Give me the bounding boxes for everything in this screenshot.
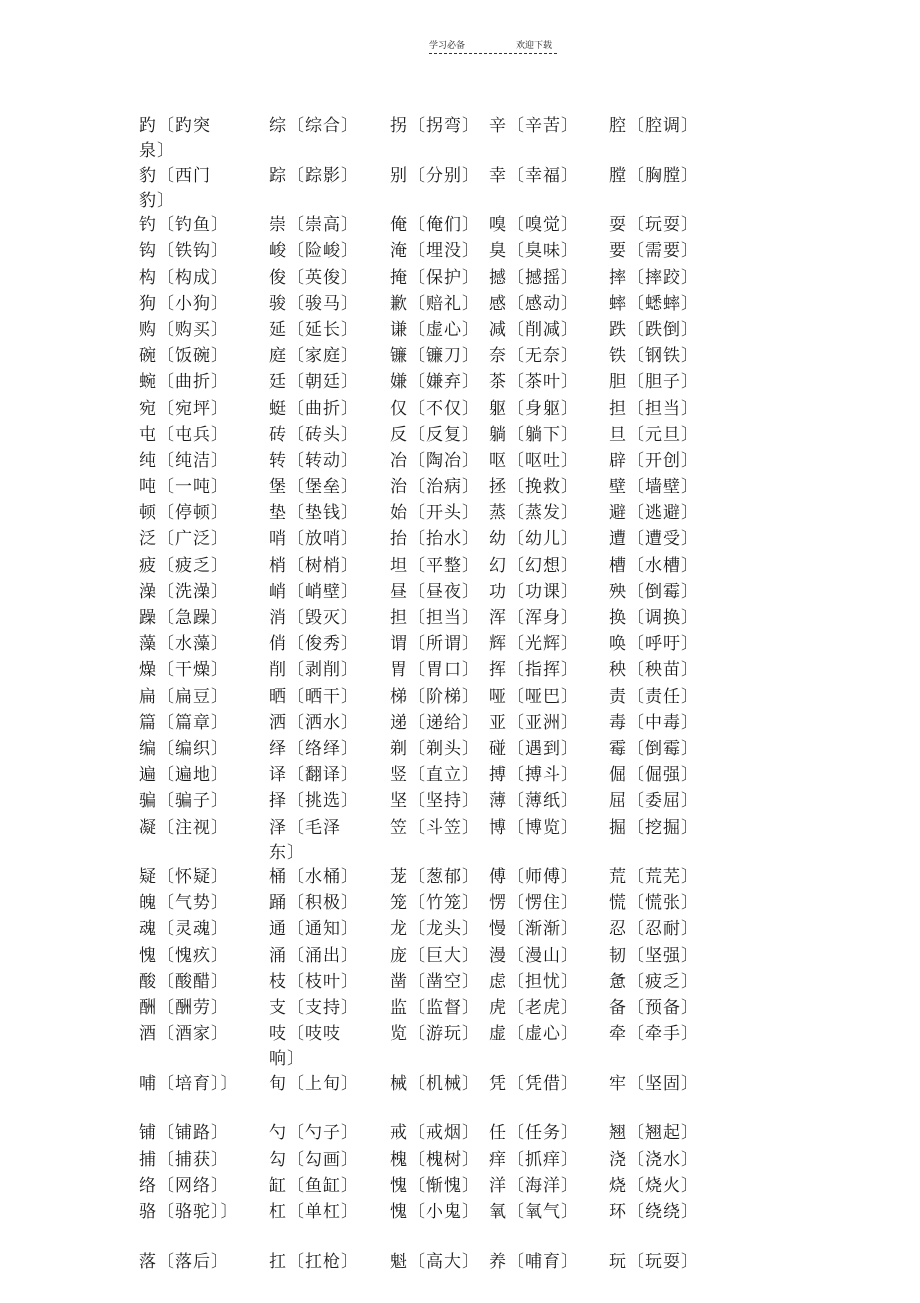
word-entry: 始〔开头〕 [390,503,480,524]
word-entry: 嫌〔嫌弃〕 [390,372,480,393]
word-entry: 玩〔玩耍〕 [609,1251,699,1272]
word-entry: 韧〔坚强〕 [609,945,699,966]
word-entry: 俏〔俊秀〕 [269,634,359,655]
word-entry: 魄〔气势〕 [139,893,229,914]
table-row [0,944,920,970]
word-entry: 臭〔臭味〕 [489,241,579,262]
word-entry: 抬〔抬水〕 [390,529,480,550]
table-row [0,1121,920,1147]
table-row [0,501,920,527]
word-entry: 撼〔撼摇〕 [489,267,579,288]
word-entry: 亚〔亚洲〕 [489,712,579,733]
table-row [0,292,920,318]
word-entry: 构〔构成〕 [139,267,229,288]
word-entry: 捕〔捕获〕 [139,1149,229,1170]
word-entry: 哑〔哑巴〕 [489,686,579,707]
word-entry: 唤〔呼吁〕 [609,634,699,655]
word-entry: 旦〔元旦〕 [609,424,699,445]
word-entry: 跌〔跌倒〕 [609,319,699,340]
word-entry: 澡〔洗澡〕 [139,581,229,602]
word-entry: 躺〔躺下〕 [489,424,579,445]
table-row [0,816,920,865]
word-entry: 哨〔放哨〕 [269,529,359,550]
word-entry: 凭〔凭借〕 [489,1073,579,1094]
word-entry: 备〔预备〕 [609,998,699,1019]
word-entry: 骆〔骆驼〕〕 [139,1201,239,1222]
word-entry: 减〔削减〕 [489,319,579,340]
table-row [0,737,920,763]
word-entry: 踊〔积极〕 [269,893,359,914]
word-entry: 虑〔担忧〕 [489,971,579,992]
word-entry: 泽〔毛泽东〕 [269,817,341,863]
word-entry: 任〔任务〕 [489,1123,579,1144]
word-entry: 铺〔铺路〕 [139,1123,229,1144]
word-entry: 豹〔西门豹〕 [139,165,211,211]
table-row [0,658,920,684]
word-entry: 嗅〔嗅觉〕 [489,215,579,236]
word-entry: 择〔挑选〕 [269,791,359,812]
table-row [0,318,920,344]
word-entry: 疑〔怀疑〕 [139,867,229,888]
word-entry: 虚〔虚心〕 [489,1024,579,1045]
word-entry: 吱〔吱吱响〕 [269,1024,341,1070]
table-row [0,1148,920,1174]
word-entry: 凝〔注视〕 [139,817,229,838]
table-row [0,397,920,423]
word-entry: 魂〔灵魂〕 [139,919,229,940]
word-entry: 躯〔身躯〕 [489,398,579,419]
word-entry: 趵〔趵突泉〕 [139,116,211,161]
word-entry: 秧〔秧苗〕 [609,660,699,681]
word-entry: 牵〔牵手〕 [609,1024,699,1045]
word-entry: 笼〔竹笼〕 [390,893,480,914]
word-entry: 峭〔峭壁〕 [269,581,359,602]
word-entry: 洋〔海洋〕 [489,1175,579,1196]
word-entry: 愧〔愧疚〕 [139,945,229,966]
word-entry: 担〔担当〕 [390,608,480,628]
word-entry: 龙〔龙头〕 [390,919,480,940]
word-entry: 旬〔上旬〕 [269,1073,359,1094]
word-entry: 篇〔篇章〕 [139,712,229,733]
word-entry: 慢〔渐渐〕 [489,919,579,940]
word-entry: 烧〔烧火〕 [609,1175,699,1196]
word-entry: 剃〔剃头〕 [390,738,480,759]
word-entry: 戒〔戒烟〕 [390,1123,480,1144]
word-entry: 环〔绕绕〕 [609,1201,699,1222]
table-row [0,1174,920,1200]
word-entry: 拐〔拐弯〕 [390,116,480,136]
word-entry: 哺〔培育〕〕 [139,1073,239,1094]
word-entry: 挥〔指挥〕 [489,660,579,681]
word-entry: 拯〔挽救〕 [489,477,579,498]
word-entry: 扛〔扛枪〕 [269,1251,359,1272]
word-entry: 酒〔酒家〕 [139,1024,229,1045]
word-entry: 薄〔薄纸〕 [489,791,579,812]
word-entry: 氧〔氧气〕 [489,1201,579,1222]
word-entry: 杠〔单杠〕 [269,1201,359,1222]
word-entry: 谓〔所谓〕 [390,634,480,655]
table-row [0,917,920,943]
word-entry: 要〔需要〕 [609,241,699,262]
word-entry: 奈〔无奈〕 [489,346,579,367]
word-entry: 牢〔坚固〕 [609,1073,699,1094]
word-entry: 昼〔昼夜〕 [390,581,480,602]
word-entry: 宛〔宛坪〕 [139,398,229,419]
word-entry: 览〔游玩〕 [390,1024,480,1045]
word-entry: 愣〔愣住〕 [489,893,579,914]
word-entry: 延〔延长〕 [269,319,359,340]
word-entry: 茶〔茶叶〕 [489,372,579,393]
word-entry: 霉〔倒霉〕 [609,738,699,759]
word-entry: 幸〔幸福〕 [489,165,579,186]
table-row [0,1072,920,1121]
word-entry: 狗〔小狗〕 [139,293,229,314]
word-entry: 械〔机械〕 [390,1073,480,1094]
word-entry: 反〔反复〕 [390,424,480,445]
vocabulary-table [0,114,920,1276]
word-entry: 扁〔扁豆〕 [139,686,229,707]
word-entry: 掘〔挖掘〕 [609,817,699,838]
word-entry: 槽〔水槽〕 [609,555,699,576]
word-entry: 竖〔直立〕 [390,765,480,786]
word-entry: 荒〔荒芜〕 [609,867,699,888]
word-entry: 转〔转动〕 [269,450,359,471]
word-entry: 慌〔慌张〕 [609,893,699,914]
word-entry: 坦〔平整〕 [390,555,480,576]
word-entry: 幼〔幼儿〕 [489,529,579,550]
word-entry: 译〔翻译〕 [269,765,359,786]
word-entry: 胃〔胃口〕 [390,660,480,681]
word-entry: 冶〔陶冶〕 [390,450,480,471]
word-entry: 摔〔摔跤〕 [609,267,699,288]
word-entry: 屈〔委屈〕 [609,791,699,812]
word-entry: 屯〔屯兵〕 [139,424,229,445]
word-entry: 笠〔斗笠〕 [390,817,480,838]
word-entry: 晒〔晒干〕 [269,686,359,707]
word-entry: 酬〔酬劳〕 [139,998,229,1019]
word-entry: 碗〔饭碗〕 [139,346,229,367]
table-row [0,449,920,475]
word-entry: 凿〔凿空〕 [390,971,480,992]
word-entry: 购〔购买〕 [139,319,229,340]
table-row [0,554,920,580]
word-entry: 博〔博览〕 [489,817,579,838]
table-row [0,580,920,606]
word-entry: 骏〔骏马〕 [269,293,359,314]
table-row [0,423,920,449]
word-entry: 愧〔惭愧〕 [390,1175,480,1196]
word-entry: 搏〔搏斗〕 [489,765,579,786]
word-entry: 腔〔腔调〕 [609,116,699,136]
table-row [0,239,920,265]
word-entry: 勺〔勺子〕 [269,1123,359,1144]
word-entry: 换〔调换〕 [609,608,699,628]
word-entry: 浑〔浑身〕 [489,608,579,628]
table-row [0,711,920,737]
word-entry: 惫〔疲乏〕 [609,971,699,992]
word-entry: 歉〔赔礼〕 [390,293,480,314]
word-entry: 功〔功课〕 [489,581,579,602]
word-entry: 翘〔翘起〕 [609,1123,699,1144]
word-entry: 茏〔葱郁〕 [390,867,480,888]
word-entry: 愧〔小鬼〕 [390,1201,480,1222]
table-row [0,763,920,789]
word-entry: 浇〔浇水〕 [609,1149,699,1170]
word-entry: 落〔落后〕 [139,1251,229,1272]
word-entry: 耍〔玩耍〕 [609,215,699,236]
word-entry: 蒸〔蒸发〕 [489,503,579,524]
table-row [0,606,920,632]
table-row [0,266,920,292]
word-entry: 担〔担当〕 [609,398,699,419]
table-row [0,370,920,396]
word-entry: 蟀〔蟋蟀〕 [609,293,699,314]
table-row [0,1022,920,1071]
word-entry: 梢〔树梢〕 [269,555,359,576]
word-entry: 避〔逃避〕 [609,503,699,524]
word-entry: 殃〔倒霉〕 [609,581,699,602]
word-entry: 胆〔胆子〕 [609,372,699,393]
word-entry: 遍〔遍地〕 [139,765,229,786]
word-entry: 蜿〔曲折〕 [139,372,229,393]
word-entry: 镰〔镰刀〕 [390,346,480,367]
word-entry: 铁〔钢铁〕 [609,346,699,367]
word-entry: 绎〔络绎〕 [269,738,359,759]
word-entry: 砖〔砖头〕 [269,424,359,445]
word-entry: 淹〔埋没〕 [390,241,480,262]
word-entry: 消〔毁灭〕 [269,608,359,628]
word-entry: 踪〔踪影〕 [269,165,359,186]
word-entry: 支〔支持〕 [269,998,359,1019]
word-entry: 辛〔辛苦〕 [489,116,579,136]
header-right-text: 欢迎下载 [516,41,553,51]
word-entry: 峻〔险峻〕 [269,241,359,262]
word-entry: 治〔治病〕 [390,477,480,498]
table-row [0,475,920,501]
word-entry: 痒〔抓痒〕 [489,1149,579,1170]
word-entry: 顿〔停顿〕 [139,503,229,524]
word-entry: 泛〔广泛〕 [139,529,229,550]
table-row [0,996,920,1022]
word-entry: 蜓〔曲折〕 [269,398,359,419]
word-entry: 碰〔遇到〕 [489,738,579,759]
word-entry: 编〔编织〕 [139,738,229,759]
word-entry: 俊〔英俊〕 [269,267,359,288]
table-row [0,685,920,711]
word-entry: 忍〔忍耐〕 [609,919,699,940]
table-row [0,114,920,163]
table-row [0,865,920,891]
word-entry: 洒〔洒水〕 [269,712,359,733]
word-entry: 综〔综合〕 [269,116,359,136]
word-entry: 毒〔中毒〕 [609,712,699,733]
word-entry: 缸〔鱼缸〕 [269,1175,359,1196]
table-row [0,1250,920,1276]
word-entry: 别〔分别〕 [390,165,480,186]
word-entry: 削〔剥削〕 [269,660,359,681]
word-entry: 桶〔水桶〕 [269,867,359,888]
word-entry: 吨〔一吨〕 [139,477,229,498]
word-entry: 膛〔胸膛〕 [609,165,699,186]
word-entry: 廷〔朝廷〕 [269,372,359,393]
header-left-text: 学习必备 [429,41,466,51]
word-entry: 辟〔开创〕 [609,450,699,471]
table-row [0,632,920,658]
word-entry: 骗〔骗子〕 [139,791,229,812]
word-entry: 倔〔倔强〕 [609,765,699,786]
word-entry: 魁〔高大〕 [390,1251,480,1272]
word-entry: 垫〔垫钱〕 [269,503,359,524]
word-entry: 庞〔巨大〕 [390,945,480,966]
word-entry: 酸〔酸醋〕 [139,971,229,992]
word-entry: 勾〔勾画〕 [269,1149,359,1170]
word-entry: 崇〔崇高〕 [269,215,359,236]
word-entry: 疲〔疲乏〕 [139,555,229,576]
word-entry: 养〔哺育〕 [489,1251,579,1272]
word-entry: 递〔递给〕 [390,712,480,733]
word-entry: 枝〔枝叶〕 [269,971,359,992]
word-entry: 辉〔光辉〕 [489,634,579,655]
word-entry: 傅〔师傅〕 [489,867,579,888]
word-entry: 漫〔漫山〕 [489,945,579,966]
word-entry: 络〔网络〕 [139,1175,229,1196]
word-entry: 责〔责任〕 [609,686,699,707]
word-entry: 槐〔槐树〕 [390,1149,480,1170]
word-entry: 坚〔坚持〕 [390,791,480,812]
word-entry: 壁〔墙壁〕 [609,477,699,498]
table-row [0,970,920,996]
word-entry: 幻〔幻想〕 [489,555,579,576]
word-entry: 呕〔呕吐〕 [489,450,579,471]
word-entry: 钓〔钓鱼〕 [139,215,229,236]
word-entry: 躁〔急躁〕 [139,608,229,628]
word-entry: 钩〔铁钩〕 [139,241,229,262]
word-entry: 燥〔干燥〕 [139,660,229,681]
word-entry: 遭〔遭受〕 [609,529,699,550]
word-entry: 涌〔涌出〕 [269,945,359,966]
word-entry: 通〔通知〕 [269,919,359,940]
word-entry: 感〔感动〕 [489,293,579,314]
table-row [0,891,920,917]
word-entry: 监〔监督〕 [390,998,480,1019]
table-row [0,213,920,239]
header-divider [429,53,557,54]
table-row [0,527,920,553]
word-entry: 掩〔保护〕 [390,267,480,288]
word-entry: 纯〔纯洁〕 [139,450,229,471]
table-row [0,789,920,815]
word-entry: 俺〔俺们〕 [390,215,480,236]
word-entry: 仅〔不仅〕 [390,398,480,419]
table-row [0,164,920,213]
word-entry: 藻〔水藻〕 [139,634,229,655]
word-entry: 堡〔堡垒〕 [269,477,359,498]
table-row [0,344,920,370]
word-entry: 庭〔家庭〕 [269,346,359,367]
word-entry: 虎〔老虎〕 [489,998,579,1019]
word-entry: 梯〔阶梯〕 [390,686,480,707]
table-row [0,1200,920,1249]
word-entry: 谦〔虚心〕 [390,319,480,340]
